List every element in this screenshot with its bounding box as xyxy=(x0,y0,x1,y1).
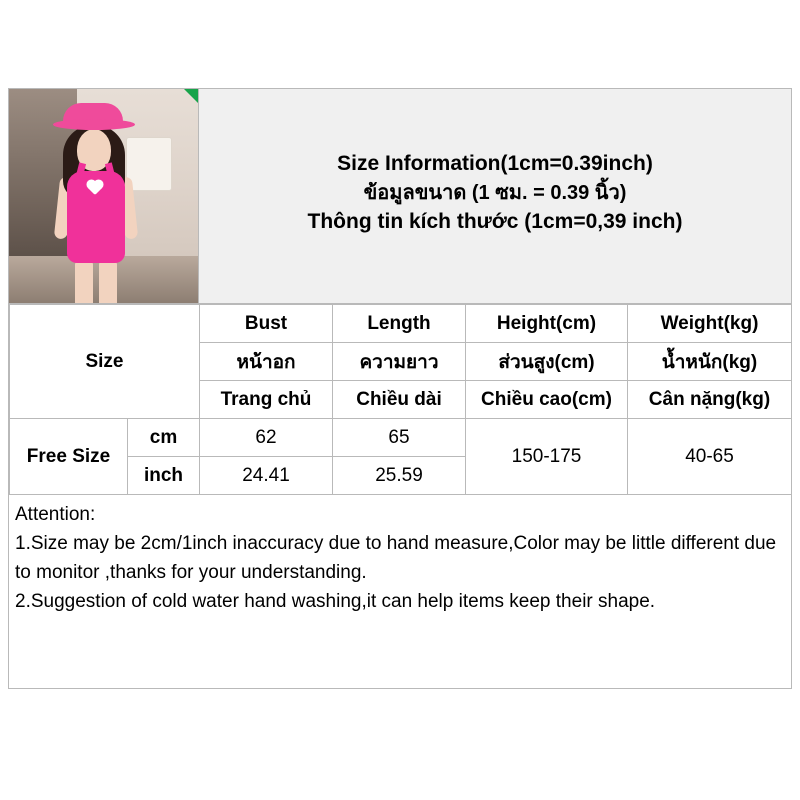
product-photo xyxy=(9,89,199,303)
header-weight-th: น้ำหนัก(kg) xyxy=(628,343,792,381)
model-right-leg xyxy=(99,259,117,303)
attention-heading: Attention: xyxy=(15,504,96,525)
title-line-thai: ข้อมูลขนาด (1 ซม. = 0.39 นิ้ว) xyxy=(363,181,627,204)
attention-note-2: 2.Suggestion of cold water hand washing,it can help items keep their shape. xyxy=(15,590,656,612)
header-height-th: ส่วนสูง(cm) xyxy=(466,343,628,381)
title-block xyxy=(199,89,791,303)
header-band xyxy=(9,89,791,304)
title-line-vietnamese: Thông tin kích thước (1cm=0,39 inch) xyxy=(307,210,683,234)
value-weight-range: 40-65 xyxy=(628,419,792,495)
header-length-vi: Chiều dài xyxy=(333,381,466,419)
attention-note-1: 1.Size may be 2cm/1inch inaccuracy due to hand measure,Color may be little different due to monitor ,thanks for your understanding. xyxy=(15,532,777,583)
corner-marker xyxy=(184,89,198,103)
unit-cell-cm: cm xyxy=(128,419,200,457)
title-line-english: Size Information(1cm=0.39inch) xyxy=(337,151,653,175)
attention-block xyxy=(9,495,791,621)
header-bust-vi: Trang chủ xyxy=(200,381,333,419)
value-bust-cm: 62 xyxy=(200,419,333,457)
model-left-leg xyxy=(75,259,93,303)
size-header-cell: Size xyxy=(10,305,200,419)
model-hat-brim xyxy=(53,119,135,130)
header-length-en: Length xyxy=(333,305,466,343)
value-bust-inch: 24.41 xyxy=(200,457,333,495)
value-length-inch: 25.59 xyxy=(333,457,466,495)
header-bust-th: หน้าอก xyxy=(200,343,333,381)
row-label-free-size: Free Size xyxy=(10,419,128,495)
unit-cell-inch: inch xyxy=(128,457,200,495)
header-height-vi: Chiều cao(cm) xyxy=(466,381,628,419)
table-row-header-en xyxy=(10,305,792,343)
model-figure xyxy=(37,103,155,303)
header-weight-vi: Cân nặng(kg) xyxy=(628,381,792,419)
size-table xyxy=(9,304,792,495)
value-length-cm: 65 xyxy=(333,419,466,457)
value-height-range: 150-175 xyxy=(466,419,628,495)
header-bust-en: Bust xyxy=(200,305,333,343)
header-height-en: Height(cm) xyxy=(466,305,628,343)
header-length-th: ความยาว xyxy=(333,343,466,381)
header-weight-en: Weight(kg) xyxy=(628,305,792,343)
size-chart-sheet xyxy=(8,88,792,689)
table-row-cm xyxy=(10,419,792,457)
